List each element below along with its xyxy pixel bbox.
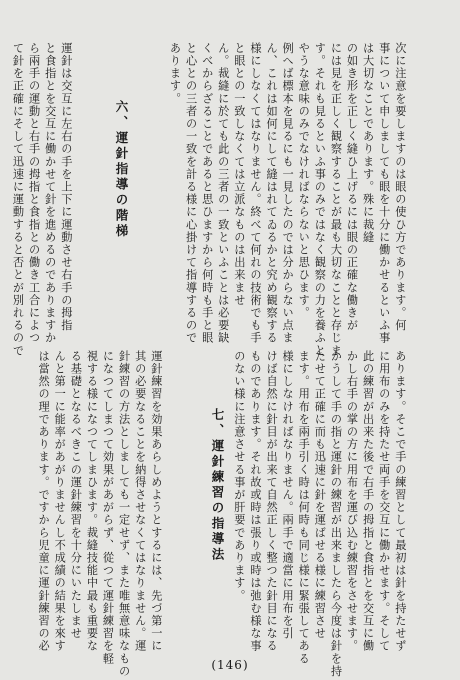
- paragraph-needle-practice-guidance: [35, 350, 164, 678]
- paragraph-hand-practice: [231, 350, 408, 678]
- text-line: に用布のみを持たせ両手を交互に働かせます。そして: [377, 350, 391, 653]
- text-line: 事について申しましても眼を十分に働かせるといふ事: [377, 42, 391, 345]
- text-line: 運針練習を効果あらしめようとするには、先づ第一に: [149, 350, 163, 653]
- text-line: のない様に注意させる事が肝要であります。: [232, 350, 246, 602]
- text-line: す。それも見るといふ事のみではなく観察の力を養ふと: [313, 42, 327, 357]
- body-text-bottom-right: [232, 350, 440, 678]
- text-line: 様にしなくてはなりません。終べて何れの技術でも手: [248, 42, 262, 345]
- text-line: と食指とを交互に働かせて針を進めるのでありますか: [43, 42, 57, 345]
- paragraph-eye-usage: [166, 42, 407, 357]
- text-line: 針練習の方法としましても一定せず、また唯無意味なもの: [117, 350, 131, 678]
- text-line: あります。そこで手の練習として最初は針を持たせず: [393, 350, 407, 653]
- text-line: やうな意味のみでなければならないと思ひます。: [297, 42, 311, 320]
- body-text-section-6: [11, 42, 106, 357]
- section-6-heading: 六、運針指導の階梯: [114, 100, 129, 240]
- body-text-top: [168, 42, 440, 357]
- text-line: ら兩手の運動と右手の拇指と食指との働き工合によつ: [27, 42, 41, 345]
- text-line: 其の必要なることを納得させなくてはなりません。運: [133, 350, 147, 653]
- text-line: かし右手の掌の方に用布を運び込む練習をさせます。: [345, 350, 359, 653]
- text-line: には見を正しく観察することが最も大切なことと存じま: [329, 42, 343, 357]
- body-text-section-7: [26, 350, 196, 678]
- text-line: 例へば標本を見るにも一見したのでは分からない点ま: [281, 42, 295, 345]
- text-line: けば自然に針目が出来て自然正しく整つた針目になる: [265, 350, 279, 653]
- text-line: になつてしまつて効果があがらず、從つて運針練習を軽: [101, 350, 115, 665]
- text-line: は大切なことであります。殊に裁縫: [361, 42, 375, 244]
- page-number: (146): [211, 658, 249, 672]
- text-line: と心との三者の一致を計る様に心掛けて指導するので: [184, 42, 198, 345]
- text-line: ん、これは如何にして縫はれてゐるかと究め観察する: [265, 42, 279, 345]
- text-line: の如き形を正しく縫ひ上げるには眼の正確な働きが: [345, 42, 359, 332]
- text-line: 様にしなければなりません。兩手で適當に用布を引: [281, 350, 295, 640]
- text-line: 視する様になつてしまひます。裁縫技能中最も重要な: [85, 350, 99, 653]
- text-line: て針を正確にそして迅速に運動すると否とが別れるので: [11, 42, 25, 357]
- text-line: ます。用布を兩手引く時は何時も同じ様に緊張してある: [297, 350, 311, 665]
- text-line: あります。: [168, 42, 182, 105]
- text-line: かうして手の指と運針の練習が出来ましたら今度は針を持: [329, 350, 343, 678]
- text-line: 運針は交互に左右の手を上下に運動させ右手の拇指: [59, 42, 73, 332]
- paragraph-needle-steps: [9, 42, 73, 357]
- text-line: と眼との一致しなくては立派なものは出来ませ: [232, 42, 246, 307]
- column-divider: [30, 340, 430, 341]
- text-line: んと第一に能率があがりませんし不成績の結果を來す: [53, 350, 67, 653]
- section-7-heading: 七、運針練習の指導法: [210, 408, 225, 563]
- text-line: 此の練習が出来た後で右手の拇指と食指とを交互に働: [361, 350, 375, 653]
- text-line: は當然の理であります。ですから児童に運針練習の必: [37, 350, 51, 653]
- text-line: ものであります。それ故或時は張り或時は弛む様な事: [248, 350, 262, 653]
- text-line: ん。裁縫に於ても此の三者の一致といふことは必要缺: [216, 42, 230, 345]
- text-line: くべからざることであると思ひますから何時も手と眼: [200, 42, 214, 345]
- text-line: 次に注意を要しますのは眼の使ひ方であります。何: [393, 42, 407, 332]
- text-line: たせて正確に而も迅速に針を運ばせる様に練習させ: [313, 350, 327, 640]
- text-line: る基礎となるべきこの運針練習を十分にいたしませ: [69, 350, 83, 640]
